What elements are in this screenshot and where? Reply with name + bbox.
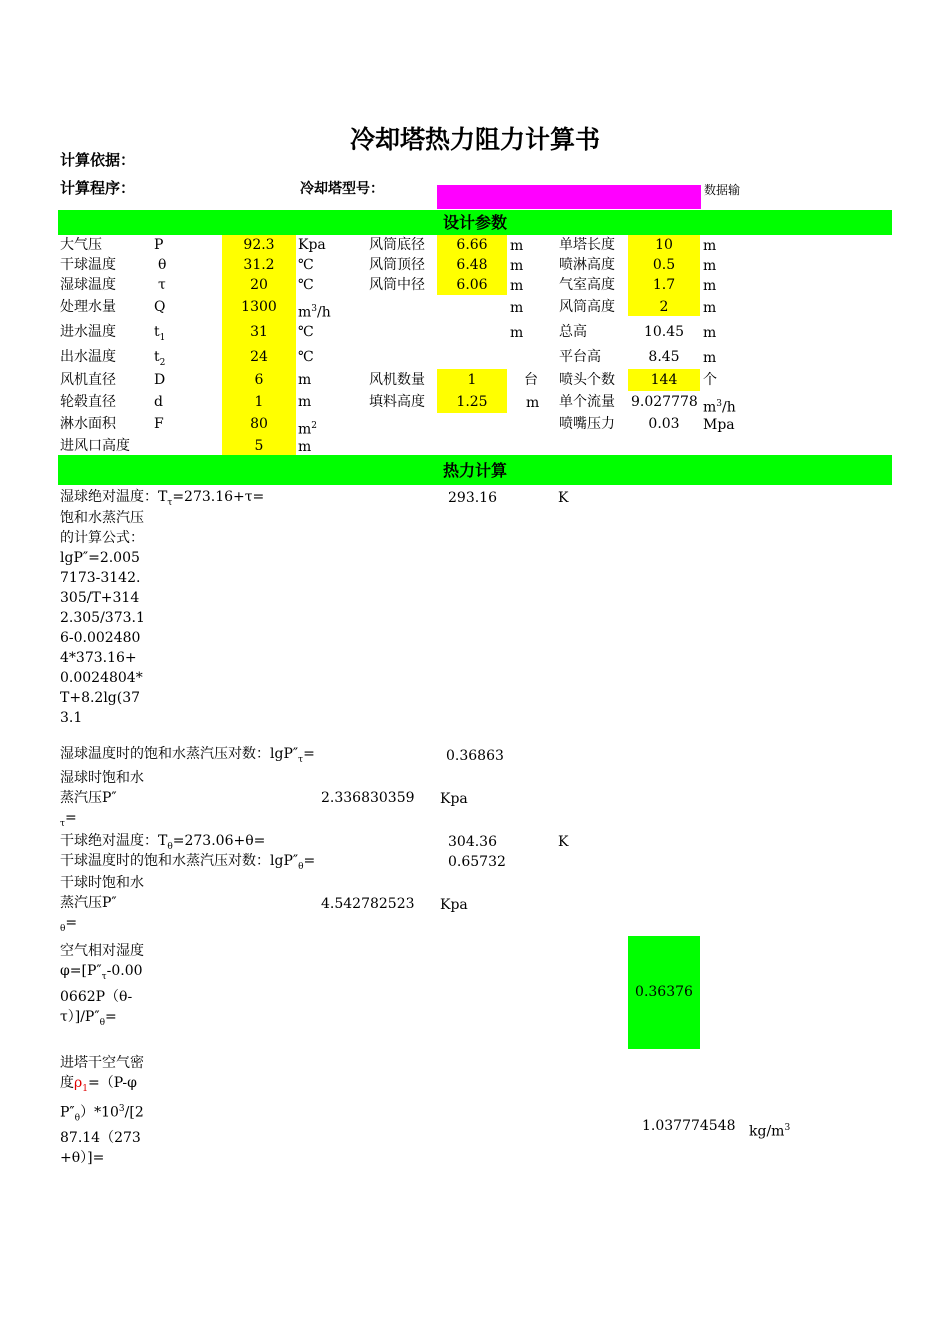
fill-height-label: 填料高度: [369, 394, 425, 410]
program-label: 计算程序：: [60, 179, 136, 197]
fill-height-value[interactable]: 1.25: [456, 394, 488, 410]
water-flow-symbol: Q: [154, 299, 166, 315]
wet-abs-temp-label: 湿球绝对温度：$T_\tau=273.16+\tau=$: [60, 489, 265, 508]
saturation-formula: 饱和水蒸汽压的计算公式：lgP″=2.0057173-3142.305/T+3142.305/373.16-0.0024804*373.16+0.0024804*T+8.2lg(373.1: [60, 510, 145, 726]
fan-diameter-unit: m: [298, 372, 312, 388]
fan-diameter-label: 风机直径: [60, 372, 116, 388]
outlet-temp-unit: ℃: [298, 349, 314, 365]
hub-diameter-value[interactable]: 1: [254, 394, 264, 410]
stack-mid-value[interactable]: 6.06: [456, 277, 488, 293]
stack-top-unit: m: [510, 258, 524, 274]
design-params-header: 设计参数: [58, 210, 892, 235]
wet-sat-label: 湿球时饱和水蒸汽压P″ $_\tau$=: [60, 770, 144, 829]
inlet-height-label: 进风口高度: [60, 438, 130, 454]
spray-height-value[interactable]: 0.5: [652, 257, 676, 273]
stack-top-label: 风筒顶径: [369, 257, 425, 273]
page-title: 冷却塔热力阻力计算书: [349, 125, 600, 154]
single-flow-label: 单个流量: [559, 394, 615, 410]
outlet-temp-symbol: $t_2$: [154, 349, 166, 368]
water-flow-value[interactable]: 1300: [241, 299, 277, 315]
stack-top-value[interactable]: 6.48: [456, 257, 488, 273]
fan-diameter-symbol: D: [154, 372, 166, 388]
wet-bulb-value[interactable]: 20: [250, 277, 268, 293]
dry-abs-temp-value: 304.36: [448, 834, 497, 850]
air-chamber-label: 气室高度: [559, 277, 615, 293]
stack-mid-label: 风筒中径: [369, 277, 425, 293]
pressure-unit: Kpa: [298, 237, 326, 253]
dry-bulb-label: 干球温度: [60, 257, 116, 273]
inlet-temp-value[interactable]: 31: [250, 324, 268, 340]
single-flow-value: 9.027778: [631, 394, 698, 410]
stack-bottom-label: 风筒底径: [369, 237, 425, 253]
data-input-label: 数据输: [704, 183, 741, 197]
platform-height-unit: m: [703, 350, 717, 366]
dry-bulb-value[interactable]: 31.2: [243, 257, 275, 273]
nozzle-count-unit: 个: [703, 372, 717, 388]
total-height-unit: m: [703, 325, 717, 341]
wet-sat-value: 2.336830359: [321, 790, 415, 806]
platform-height-value: 8.45: [648, 349, 680, 365]
wet-bulb-label: 湿球温度: [60, 277, 116, 293]
stack-bottom-value[interactable]: 6.66: [456, 237, 488, 253]
spray-height-label: 喷淋高度: [559, 257, 615, 273]
dry-bulb-unit: ℃: [298, 257, 314, 273]
air-chamber-value[interactable]: 1.7: [652, 277, 676, 293]
dry-log-value: 0.65732: [448, 854, 506, 870]
platform-height-label: 平台高: [559, 349, 601, 365]
blank-unit-2: m: [510, 325, 524, 341]
dry-sat-unit: Kpa: [440, 897, 468, 913]
fan-diameter-value[interactable]: 6: [254, 372, 264, 388]
wet-abs-temp-unit: K: [558, 490, 569, 506]
dry-abs-temp-unit: K: [558, 834, 569, 850]
outlet-temp-label: 出水温度: [60, 349, 116, 365]
hub-diameter-unit: m: [298, 394, 312, 410]
stack-mid-unit: m: [510, 278, 524, 294]
fill-height-unit: m: [526, 395, 540, 411]
stack-height-value[interactable]: 2: [659, 299, 669, 315]
inlet-temp-unit: ℃: [298, 324, 314, 340]
nozzle-count-label: 喷头个数: [559, 372, 615, 388]
fan-count-value[interactable]: 1: [467, 372, 477, 388]
tower-length-label: 单塔长度: [559, 237, 615, 253]
basis-label: 计算依据：: [60, 151, 136, 169]
stack-height-unit: m: [703, 300, 717, 316]
nozzle-pressure-unit: Mpa: [703, 417, 735, 433]
stack-height-label: 风筒高度: [559, 299, 615, 315]
fan-count-unit: 台: [524, 372, 538, 388]
air-density-unit: $kg/m^3$: [749, 1123, 791, 1140]
nozzle-pressure-value: 0.03: [648, 416, 680, 432]
dry-abs-temp-label: 干球绝对温度：$T_\theta=273.06+\theta=$: [60, 833, 266, 852]
pressure-symbol: P: [154, 237, 164, 253]
thermal-calc-header: 热力计算: [58, 455, 892, 485]
hub-diameter-symbol: d: [154, 394, 163, 410]
dry-bulb-symbol: θ: [158, 257, 167, 273]
wet-bulb-symbol: τ: [158, 277, 166, 293]
wet-log-value: 0.36863: [446, 748, 504, 764]
total-height-value: 10.45: [643, 324, 685, 340]
blank-unit-1: m: [510, 300, 524, 316]
water-flow-unit: $m^3/h$: [298, 304, 331, 321]
tower-length-unit: m: [703, 238, 717, 254]
single-flow-unit: $m^3/h$: [703, 399, 736, 416]
spray-area-label: 淋水面积: [60, 416, 116, 432]
spray-height-unit: m: [703, 258, 717, 274]
water-flow-label: 处理水量: [60, 299, 116, 315]
dry-log-label: 干球温度时的饱和水蒸汽压对数：$\lg P''_\theta=$: [60, 853, 316, 872]
inlet-height-value[interactable]: 5: [254, 438, 264, 454]
wet-abs-temp-value: 293.16: [448, 490, 497, 506]
wet-log-label: 湿球温度时的饱和水蒸汽压对数：$\lg P''_\tau=$: [60, 746, 315, 765]
relative-humidity-label: 空气相对湿度$\varphi=[P''_\tau-0.000662P(\theta-\tau)]/P''_\theta=$: [60, 943, 144, 1028]
inlet-temp-symbol: $t_1$: [154, 324, 166, 343]
tower-length-value[interactable]: 10: [655, 237, 673, 253]
inlet-temp-label: 进水温度: [60, 324, 116, 340]
inlet-height-unit: m: [298, 439, 312, 455]
model-label: 冷却塔型号：: [300, 181, 384, 197]
dry-sat-label: 干球时饱和水蒸汽压P″ $_\theta$=: [60, 875, 144, 934]
stack-bottom-unit: m: [510, 238, 524, 254]
wet-sat-unit: Kpa: [440, 791, 468, 807]
spray-area-value[interactable]: 80: [250, 416, 268, 432]
air-density-value: 1.037774548: [642, 1118, 736, 1134]
spray-area-symbol: F: [154, 416, 164, 432]
air-density-label: 进塔干空气密度$\rho_1=(P-\varphi P''_\theta)*10^3/[287.14(273+\theta)]=$: [60, 1055, 144, 1167]
data-input-field[interactable]: [437, 185, 701, 209]
fan-count-label: 风机数量: [369, 372, 425, 388]
total-height-label: 总高: [559, 324, 587, 340]
pressure-value[interactable]: 92.3: [243, 237, 275, 253]
wet-bulb-unit: ℃: [298, 277, 314, 293]
spray-area-unit: $m^2$: [298, 421, 318, 438]
outlet-temp-value[interactable]: 24: [250, 349, 268, 365]
nozzle-count-value[interactable]: 144: [650, 372, 678, 388]
pressure-label: 大气压: [60, 237, 102, 253]
relative-humidity-value: 0.36376: [628, 936, 700, 1049]
nozzle-pressure-label: 喷嘴压力: [559, 416, 615, 432]
hub-diameter-label: 轮毂直径: [60, 394, 116, 410]
air-chamber-unit: m: [703, 278, 717, 294]
dry-sat-value: 4.542782523: [321, 896, 415, 912]
